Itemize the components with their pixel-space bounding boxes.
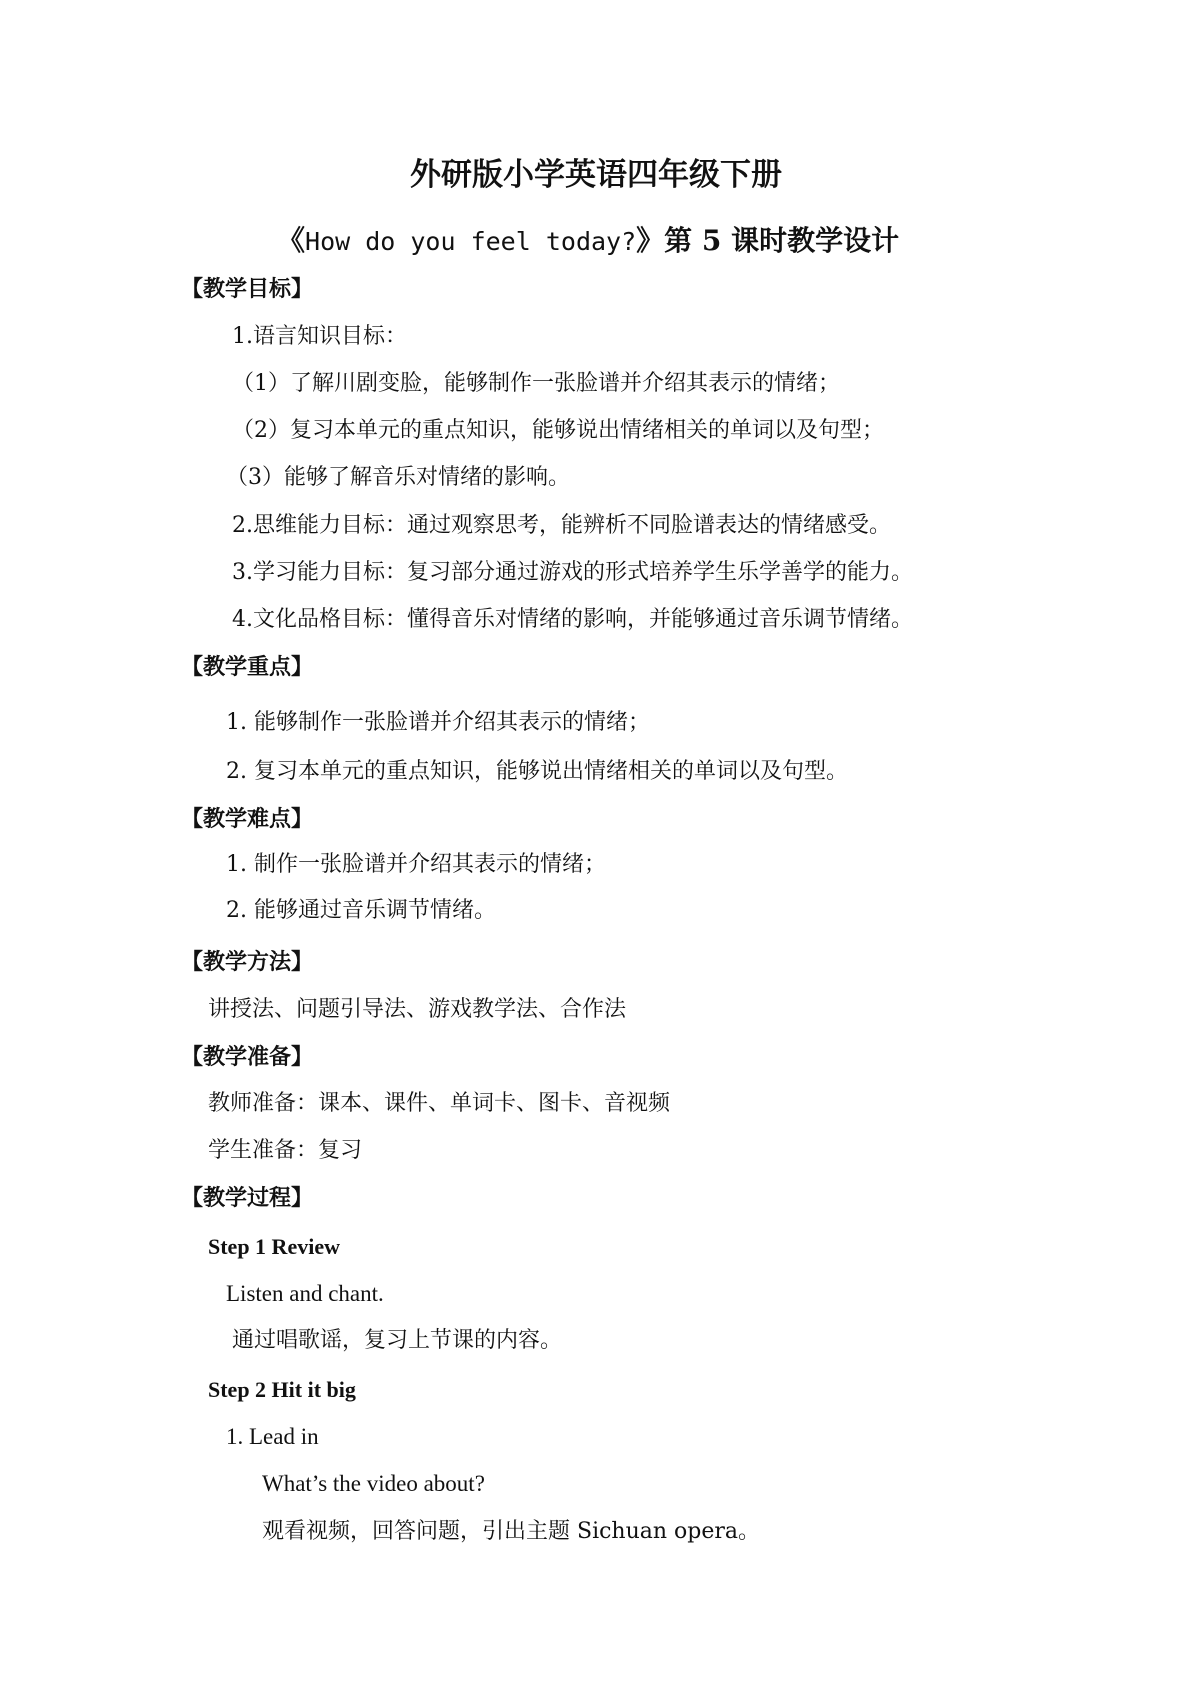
difficulties-heading: 【教学难点】 <box>181 806 314 832</box>
step-1-line-2: 通过唱歌谣，复习上节课的内容。 <box>232 1328 563 1353</box>
preparation-heading: 【教学准备】 <box>181 1044 314 1070</box>
difficulties-item-2: 2. 能够通过音乐调节情绪。 <box>226 898 496 923</box>
difficulties-item-1: 1. 制作一张脸谱并介绍其表示的情绪； <box>226 852 606 877</box>
document-subtitle <box>277 223 899 260</box>
objectives-sub-1: （1）了解川剧变脸，能够制作一张脸谱并介绍其表示的情绪； <box>232 371 840 396</box>
key-points-item-2: 2. 复习本单元的重点知识，能够说出情绪相关的单词以及句型。 <box>226 759 848 784</box>
methods-text: 讲授法、问题引导法、游戏教学法、合作法 <box>208 997 627 1022</box>
step-2-title: Step 2 Hit it big <box>208 1377 356 1402</box>
objectives-item-1: 1.语言知识目标： <box>232 324 407 349</box>
key-points-item-1: 1. 能够制作一张脸谱并介绍其表示的情绪； <box>226 710 650 735</box>
preparation-student: 学生准备：复习 <box>208 1138 363 1163</box>
objectives-heading: 【教学目标】 <box>181 276 314 302</box>
step-2-item-1: 1. Lead in <box>226 1424 319 1449</box>
preparation-teacher: 教师准备：课本、课件、单词卡、图卡、音视频 <box>208 1091 671 1116</box>
objectives-sub-3: （3）能够了解音乐对情绪的影响。 <box>226 465 570 490</box>
subtitle-english: How do you feel today? <box>305 227 637 256</box>
document-title: 外研版小学英语四年级下册 <box>410 157 782 193</box>
objectives-item-4: 4.文化品格目标：懂得音乐对情绪的影响，并能够通过音乐调节情绪。 <box>232 607 913 632</box>
step-1-title: Step 1 Review <box>208 1234 340 1259</box>
step-2-note: 观看视频，回答问题，引出主题 Sichuan opera。 <box>262 1519 761 1544</box>
process-heading: 【教学过程】 <box>181 1185 314 1211</box>
key-points-heading: 【教学重点】 <box>181 654 314 680</box>
methods-heading: 【教学方法】 <box>181 949 314 975</box>
objectives-item-2: 2.思维能力目标：通过观察思考，能辨析不同脸谱表达的情绪感受。 <box>232 513 891 538</box>
subtitle-open: 《 <box>277 224 306 257</box>
subtitle-close: 》第 5 课时教学设计 <box>636 224 900 257</box>
objectives-sub-2: （2）复习本单元的重点知识，能够说出情绪相关的单词以及句型； <box>232 418 884 443</box>
objectives-item-3: 3.学习能力目标：复习部分通过游戏的形式培养学生乐学善学的能力。 <box>232 560 913 585</box>
step-1-line-1: Listen and chant. <box>226 1281 384 1306</box>
step-2-question: What’s the video about? <box>262 1471 485 1496</box>
